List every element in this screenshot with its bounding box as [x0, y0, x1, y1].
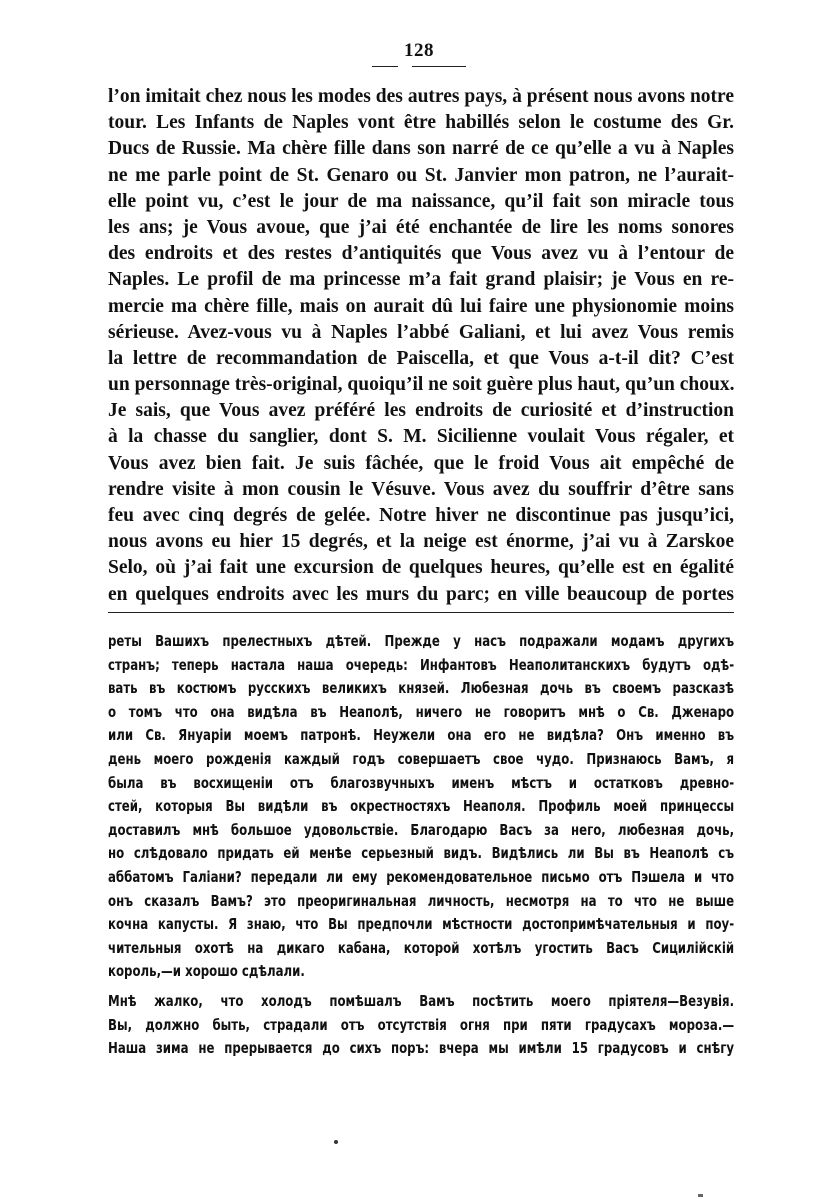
russian-line: Мнѣ жалко, что холодъ помѣшалъ Вамъ посѣтить моего пріятеля—Везувія. — [108, 991, 735, 1010]
russian-line: день моего рожденія каждый годъ совершаетъ свое чудо. Признаюсь Вамъ, я — [108, 749, 735, 768]
russian-line: реты Вашихъ прелестныхъ дѣтей. Прежде у насъ подражали модамъ другихъ — [108, 632, 735, 650]
russian-line: онъ сказалъ Вамъ? это преоригинальная личность, несмотря на то что не выше — [108, 891, 735, 910]
french-line: un personnage très-original, quoiqu’il ne soit guère plus haut, qu’un choux. — [108, 374, 734, 396]
russian-line: кочна капусты. Я знаю, что Вы предпочли мѣстности достопримѣчательныя и поу- — [108, 915, 735, 934]
russian-line: аббатомъ Галіани? передали ли ему рекомендовательное письмо отъ Пэшела и что — [108, 867, 735, 886]
french-line: nous avons eu hier 15 degrés, et la neige est énorme, j’ai vu à Zarskoe — [108, 531, 734, 553]
french-line: mercie ma chère fille, mais on aurait dû lui faire une physionomie moins — [108, 295, 734, 317]
russian-line: чительныя охотѣ на дикаго кабана, которой хотѣлъ угостить Васъ Сицилійскій — [108, 938, 735, 957]
header-rule-gap — [398, 63, 412, 69]
french-line: des endroits et des restes d’antiquités que Vous avez vu à l’entour de — [108, 243, 734, 265]
russian-line: была въ восхищеніи отъ благозвучныхъ именъ мѣстъ и остатковъ древно- — [108, 773, 735, 792]
russian-translation-block — [108, 630, 735, 1061]
french-line: ne me parle point de St. Genaro ou St. Janvier mon patron, ne l’aurait- — [108, 164, 734, 186]
french-line: feu avec cinq degrés de gelée. Notre hiver ne discontinue pas jusqu’ici, — [108, 505, 734, 526]
french-line: elle point vu, c’est le jour de ma naissance, qu’il fait son miracle tous — [108, 190, 734, 212]
french-line: Selo, où j’ai fait une excursion de quelques heures, qu’elle est en égalité — [108, 557, 734, 579]
french-line: l’on imitait chez nous les modes des autres pays, à présent nous avons notre — [108, 86, 734, 107]
french-line: Ducs de Russie. Ma chère fille dans son narré de ce qu’elle a vu à Naples — [108, 138, 734, 160]
header-rule — [372, 66, 466, 67]
russian-line: но слѣдовало придать ей менѣе серьезный видъ. Видѣлись ли Вы въ Неаполѣ съ — [108, 844, 735, 863]
french-line: sérieuse. Avez-vous vu à Naples l’abbé Galiani, et lui avez Vous remis — [108, 321, 734, 343]
russian-line: король,—и хорошо сдѣлали. — [108, 962, 305, 981]
russian-line: Наша зима не прерывается до сихъ поръ: вчера мы имѣли 15 градусовъ и снѣгу — [108, 1039, 735, 1058]
russian-line: Вы, должно быть, страдали отъ отсутствія огня при пяти градусахъ мороза.— — [108, 1015, 735, 1034]
page-number: 128 — [404, 40, 434, 61]
print-dot-mark — [334, 1140, 338, 1144]
french-line: Vous avez bien fait. Je suis fâchée, que le froid Vous ait empêché de — [108, 452, 734, 474]
print-corner-mark — [698, 1194, 703, 1197]
russian-line: или Св. Януаріи моемъ патронѣ. Неужели она его не видѣла? Онъ именно въ — [108, 726, 735, 745]
russian-line: о томъ что она видѣла въ Неаполѣ, ничего не говоритъ мнѣ о Св. Дженаро — [108, 702, 735, 721]
french-line: à la chasse du sanglier, dont S. M. Sicilienne voulait Vous régaler, et — [108, 426, 734, 448]
russian-line: стей, которыя Вы видѣли въ окрестностяхъ Неаполя. Профиль моей принцессы — [108, 797, 735, 816]
russian-line: странъ; теперь настала наша очередь: Инфантовъ Неаполитанскихъ будутъ одѣ- — [108, 655, 735, 674]
french-line: en quelques endroits avec les murs du parc; en ville beaucoup de portes — [108, 583, 734, 605]
french-line: les ans; je Vous avoue, que j’ai été enchantée de lire les noms sonores — [108, 216, 734, 238]
russian-line: доставилъ мнѣ большое удовольствіе. Благодарю Васъ за него, любезная дочь, — [108, 820, 735, 839]
french-line: Naples. Le profil de ma princesse m’a fait grand plaisir; je Vous en re- — [108, 269, 734, 291]
french-line: tour. Les Infants de Naples vont être habillés selon le costume des Gr. — [108, 112, 734, 134]
translation-divider — [108, 612, 734, 613]
french-line: la lettre de recommandation de Paiscella, et que Vous a-t-il dit? C’est — [108, 347, 734, 369]
french-text-block — [108, 84, 734, 608]
russian-line: вать въ костюмъ русскихъ великихъ князей. Любезная дочь въ своемъ разсказѣ — [108, 679, 735, 698]
french-line: rendre visite à mon cousin le Vésuve. Vous avez du souffrir d’être sans — [108, 478, 734, 500]
french-line: Je sais, que Vous avez préféré les endroits de curiosité et d’instruction — [108, 400, 734, 422]
